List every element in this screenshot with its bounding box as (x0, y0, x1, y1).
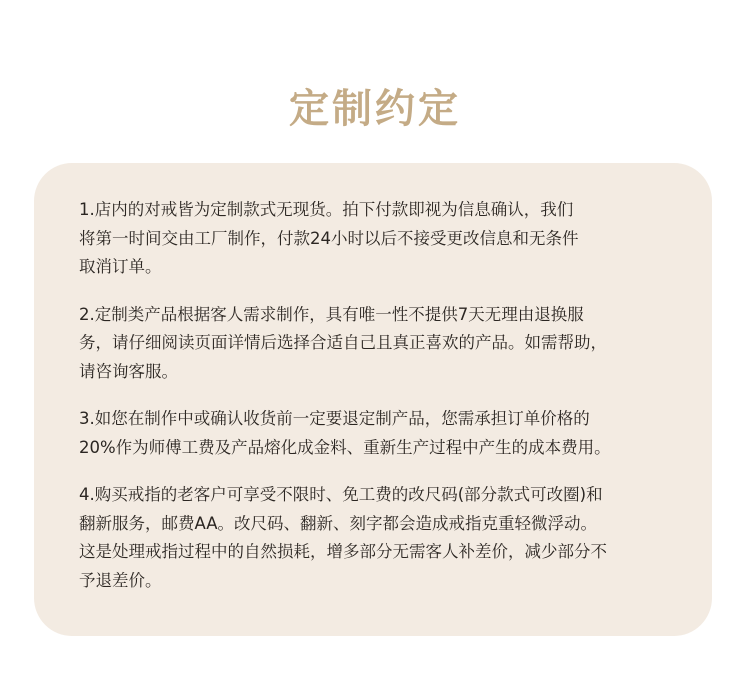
term-item-1: 1.店内的对戒皆为定制款式无现货。拍下付款即视为信息确认，我们 将第一时间交由工厂制作，付款24小时以后不接受更改信息和无条件 取消订单。 (79, 200, 579, 276)
page-title: 定制约定 (289, 85, 461, 132)
terms-card (34, 163, 712, 636)
term-item-3: 3.如您在制作中或确认收货前一定要退定制产品，您需承担订单价格的 20%作为师傅工费及产品熔化成金料、重新生产过程中产生的成本费用。 (79, 409, 611, 457)
term-item-2: 2.定制类产品根据客人需求制作，具有唯一性不提供7天无理由退换服 务，请仔细阅读页面详情后选择合适自己且真正喜欢的产品。如需帮助， 请咨询客服。 (79, 304, 607, 381)
term-item-4: 4.购买戒指的老客户可享受不限时、免工费的改尺码(部分款式可改圈)和 翻新服务，邮费AA。改尺码、翻新、刻字都会造成戒指克重轻微浮动。 这是处理戒指过程中的自然损耗，增多部分无需客人补差价，减少部分不 予退差价。 (79, 485, 607, 590)
